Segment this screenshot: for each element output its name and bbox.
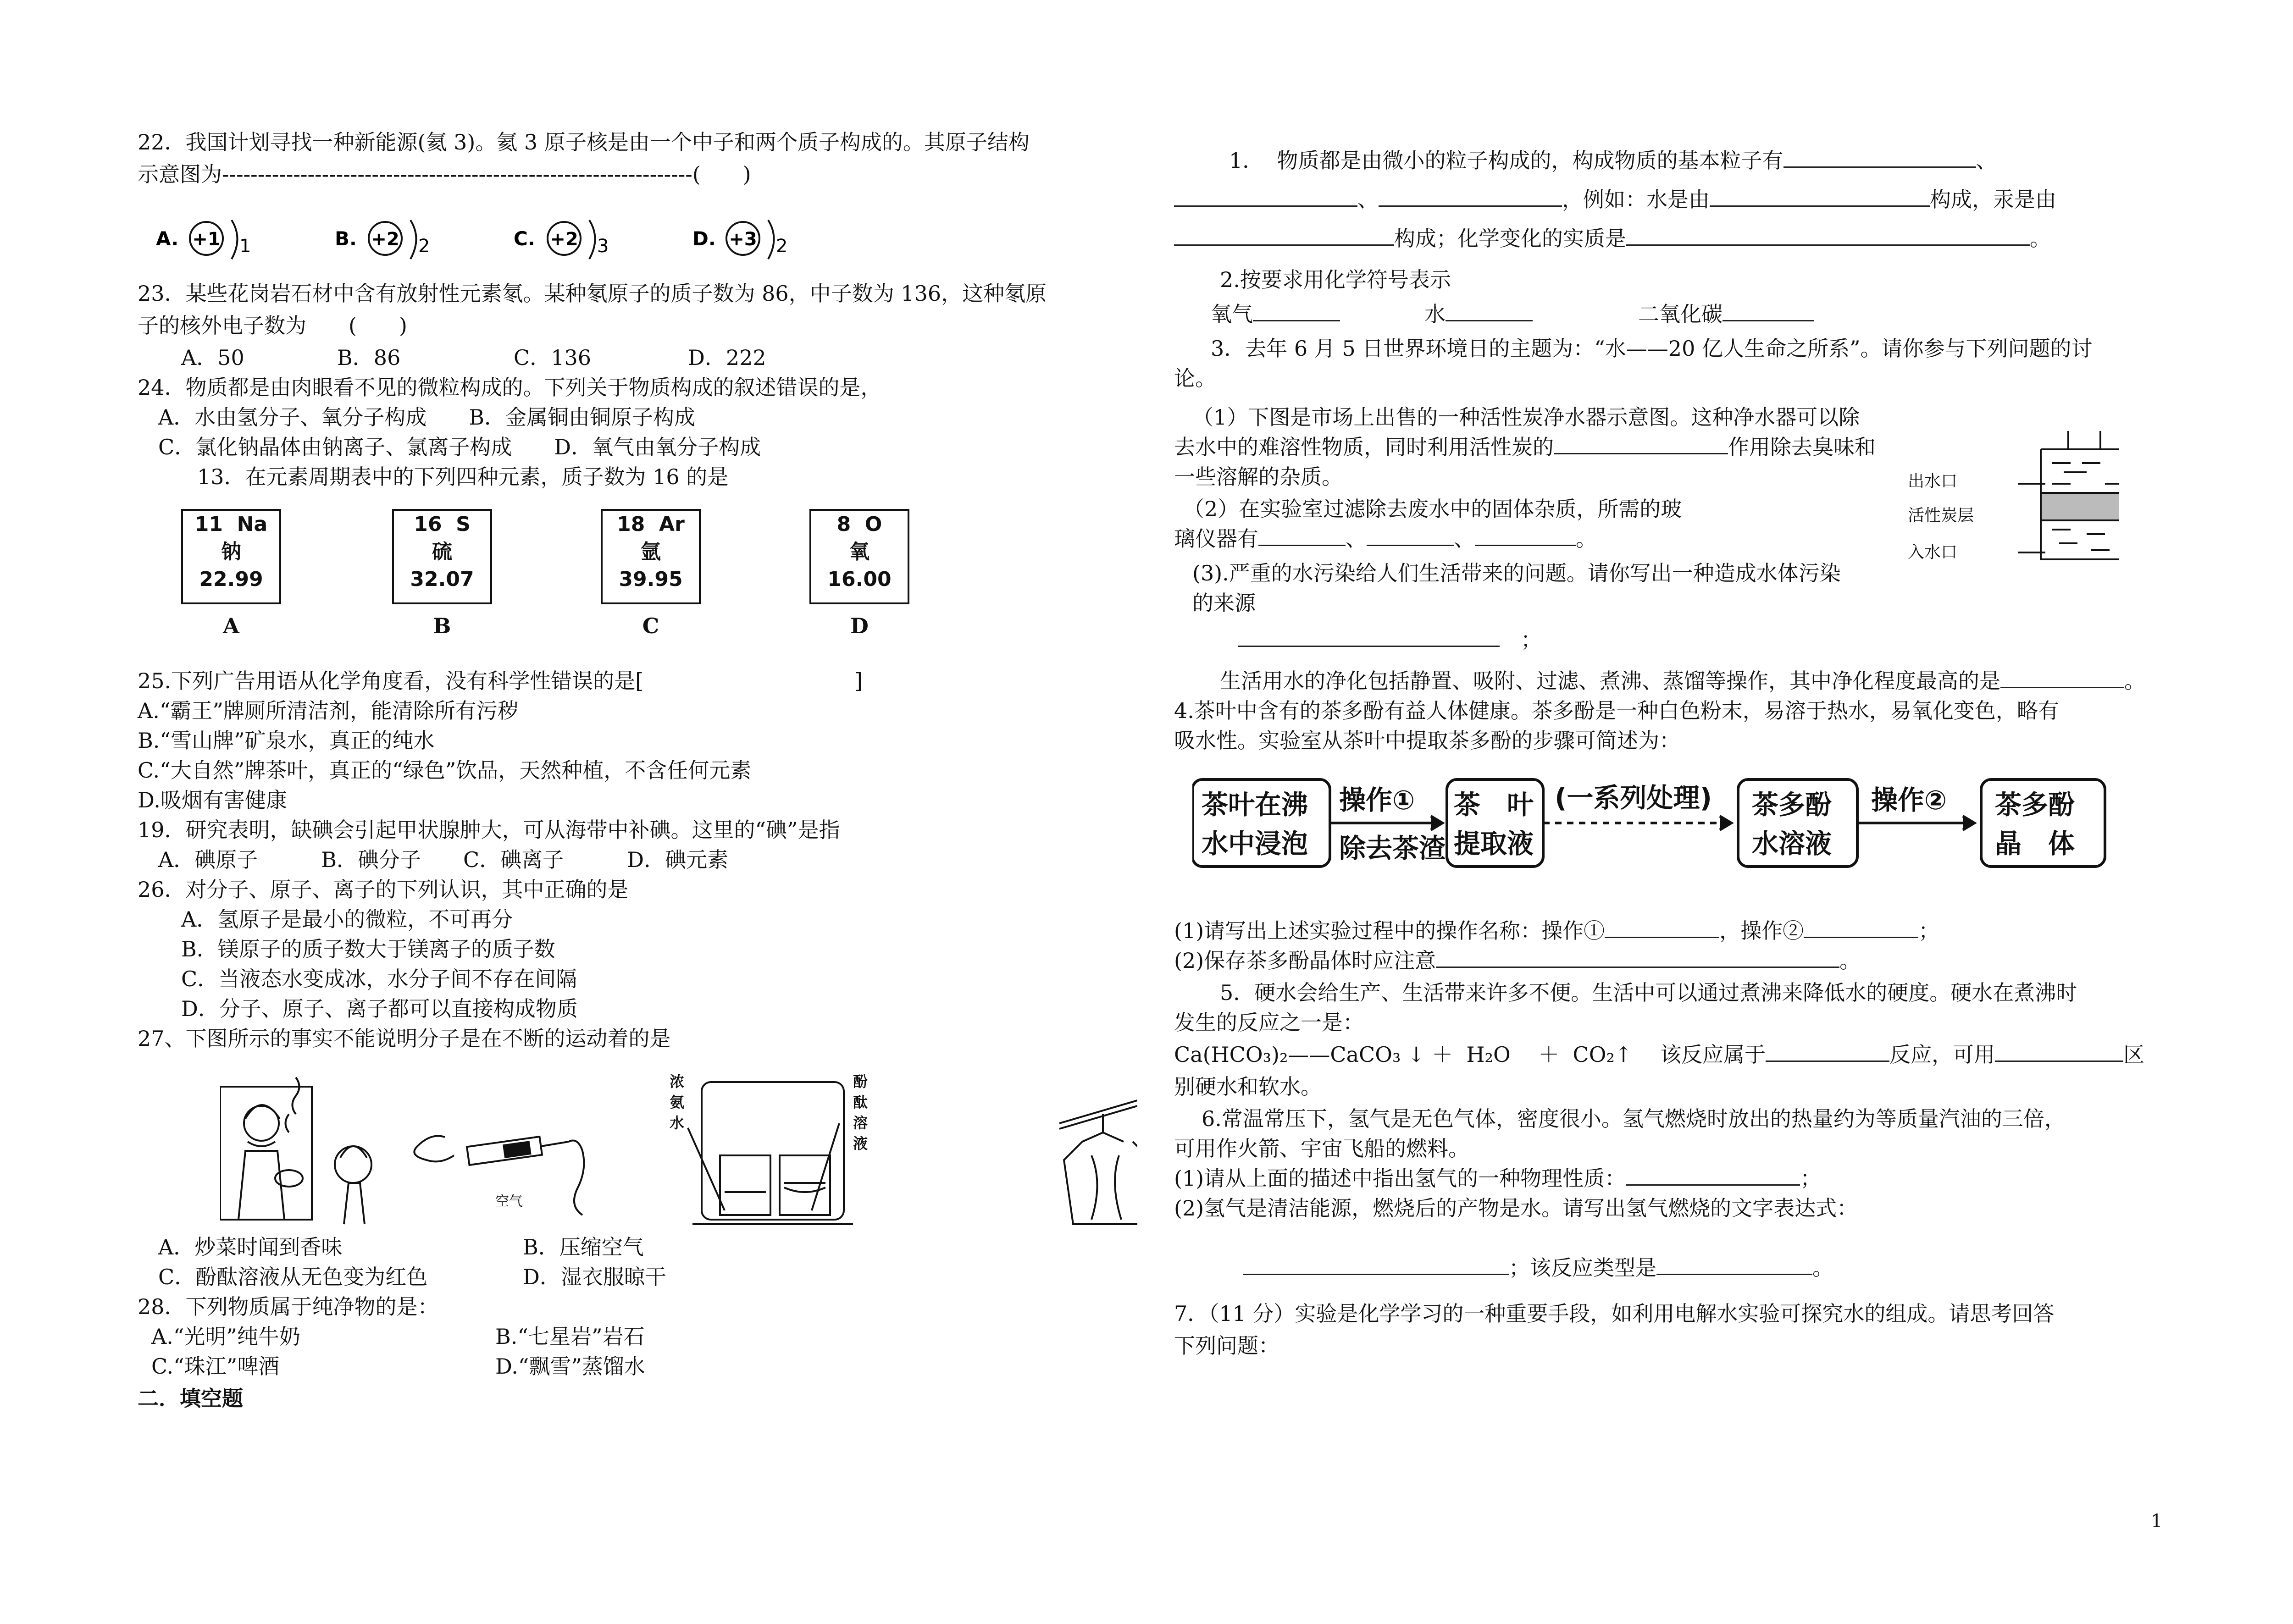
q19-options: A．碘原子 B．碘分子 C．碘离子 D．碘元素 xyxy=(158,847,729,872)
element-letter-d: D xyxy=(850,613,869,638)
element-letter-c: C xyxy=(642,613,659,638)
q24-options-cd: C．氯化钠晶体由钠离子、氯离子构成 D．氧气由氧分子构成 xyxy=(158,435,761,459)
atom-charge: +1 xyxy=(192,229,221,250)
q27-option-a: A．炒菜时闻到香味 xyxy=(158,1235,343,1259)
r3-blank-pollution[interactable] xyxy=(1238,627,1500,647)
atom-shell xyxy=(768,220,774,259)
r4-blank-op2[interactable] xyxy=(1804,918,1918,938)
atom-electrons: 2 xyxy=(776,236,788,257)
flow-box3-line1: 茶多酚 xyxy=(1752,789,1832,820)
r3-blank-glass-2[interactable] xyxy=(1367,526,1454,546)
q25-option-c: C.“大自然”牌茶叶，真正的“绿色”饮品，天然种植，不含任何元素 xyxy=(138,758,752,783)
q23-line1: 23．某些花岗岩石材中含有放射性元素氡。某种氡原子的质子数为 86，中子数为 136，这种氡原 xyxy=(138,281,1047,306)
q26-option-d: D．分子、原子、离子都可以直接构成物质 xyxy=(181,996,578,1021)
atom-electrons: 2 xyxy=(418,236,430,257)
flow-op1-sub: 除去茶渣 xyxy=(1339,833,1446,864)
q22-line1: 22．我国计划寻找一种新能源(氦 3)。氦 3 原子核是由一个中子和两个质子构成的。其原子结构 xyxy=(138,130,1030,155)
r1-blank-1[interactable] xyxy=(1783,148,1976,168)
q28-option-c: C.“珠江”啤酒 xyxy=(151,1354,280,1379)
element-card-b: 16 S 硫 32.07 xyxy=(392,509,492,604)
r4-blank-op1[interactable] xyxy=(1605,918,1719,938)
q23-line2: 子的核外电子数为 ( ) xyxy=(138,313,407,338)
r1-line1: 1． 物质都是由微小的粒子构成的，构成物质的基本粒子有 xyxy=(1229,148,1783,173)
q27-option-d: D．湿衣服晾干 xyxy=(523,1265,666,1289)
flow-box4-line2: 晶 体 xyxy=(1995,828,2075,859)
beaker-label-ammonia: 浓 氨 水 xyxy=(670,1073,685,1132)
q27-line: 27、下图所示的事实不能说明分子是在不断的运动着的是 xyxy=(138,1026,671,1051)
r5-blank-reaction[interactable] xyxy=(1766,1042,1889,1062)
atom-option-letter: D. xyxy=(692,227,716,250)
r6-q2: (2)氢气是清洁能源，燃烧后的产物是水。请写出氢气燃烧的文字表达式： xyxy=(1174,1196,1858,1221)
atom-charge: +2 xyxy=(550,229,578,250)
r7-line1: 7．（11 分）实验是化学学习的一种重要手段，如利用电解水实验可探究水的组成。请思考回答 xyxy=(1174,1301,2055,1326)
flow-op1: 操作① xyxy=(1339,784,1415,816)
r3-blank-glass-1[interactable] xyxy=(1258,526,1346,546)
flow-box3-line2: 水溶液 xyxy=(1752,828,1832,859)
r5-line1: 5．硬水会给生产、生活带来许多不便。生活中可以通过煮沸来降低水的硬度。硬水在煮沸时 xyxy=(1220,980,2077,1005)
flow-box2-line1: 茶 叶 xyxy=(1454,789,1534,820)
element-letter-b: B xyxy=(433,613,451,638)
q28-line: 28．下列物质属于纯净物的是： xyxy=(138,1294,439,1319)
r1-blank-2[interactable] xyxy=(1174,187,1357,207)
q24-line1: 24．物质都是由肉眼看不见的微粒构成的。下列关于物质构成的叙述错误的是， xyxy=(138,375,882,400)
atom-diagram-option-a xyxy=(156,220,251,259)
element-card-c: 18 Ar 氩 39.95 xyxy=(601,509,701,604)
filter-label-inlet: 入水口 xyxy=(1908,543,1958,562)
r4-line2: 吸水性。实验室从茶叶中提取茶多酚的步骤可简述为： xyxy=(1174,728,1680,753)
flow-op2: 操作② xyxy=(1871,784,1947,816)
r-blank-purify[interactable] xyxy=(2000,668,2124,688)
r3-part1-line1: （1）下图是市场上出售的一种活性炭净水器示意图。这种净水器可以除 xyxy=(1192,405,1860,430)
r2-blank-o2[interactable] xyxy=(1253,302,1340,321)
q25-option-b: B.“雪山牌”矿泉水，真正的纯水 xyxy=(138,728,435,753)
water-filter-diagram xyxy=(1954,426,2119,573)
r6-blank-equation[interactable] xyxy=(1243,1255,1509,1275)
r3-line1: 3．去年 6 月 5 日世界环境日的主题为：“水——20 亿人生命之所系”。请你参与下列问题的讨 xyxy=(1211,336,2093,361)
atom-charge: +2 xyxy=(371,229,399,250)
q23-option-a: A．50 xyxy=(181,345,244,370)
filter-label-outlet: 出水口 xyxy=(1908,472,1958,491)
q24-options-ab: A．水由氢分子、氧分子构成 B．金属铜由铜原子构成 xyxy=(158,405,696,430)
tea-polyphenol-flowchart xyxy=(1192,770,2110,880)
flow-box4-line1: 茶多酚 xyxy=(1995,789,2075,820)
atom-shell xyxy=(410,220,416,259)
filter-label-carbon: 活性炭层 xyxy=(1908,506,1974,525)
q23-option-d: D．222 xyxy=(688,345,766,370)
r1-blank-3[interactable] xyxy=(1379,187,1562,207)
r3-blank-carbon[interactable] xyxy=(1554,435,1728,454)
q23-option-c: C．136 xyxy=(514,345,591,370)
q27-option-b: B．压缩空气 xyxy=(523,1235,644,1259)
r3-blank-glass-3[interactable] xyxy=(1475,526,1576,546)
flow-box1-line1: 茶叶在沸 xyxy=(1202,789,1308,820)
q26-option-c: C．当液态水变成冰，水分子间不存在间隔 xyxy=(181,967,577,991)
q28-option-b: B.“七星岩”岩石 xyxy=(495,1324,645,1349)
atom-electrons: 3 xyxy=(597,236,609,257)
q25-line: 25.下列广告用语从化学角度看，没有科学性错误的是[ ] xyxy=(138,668,863,693)
element-cards xyxy=(181,509,1007,646)
atom-diagram-option-d xyxy=(692,220,787,259)
q27-option-c: C．酚酞溶液从无色变为红色 xyxy=(158,1265,428,1289)
atom-diagram-option-b xyxy=(335,220,430,259)
r6-blank-physical[interactable] xyxy=(1626,1166,1800,1186)
element-letter-a: A xyxy=(223,613,239,638)
atom-electrons: 1 xyxy=(239,236,251,257)
atom-shell xyxy=(589,220,595,259)
q25-option-a: A.“霸王”牌厕所清洁剂，能清除所有污秽 xyxy=(138,698,519,723)
r5-line4: 别硬水和软水。 xyxy=(1174,1074,1322,1099)
r3-part1-line3: 一些溶解的杂质。 xyxy=(1174,464,1343,489)
r3-part3-line2: 的来源 xyxy=(1192,591,1256,615)
q26-option-b: B．镁原子的质子数大于镁离子的质子数 xyxy=(181,937,555,961)
q26-line: 26．对分子、原子、离子的下列认识，其中正确的是 xyxy=(138,877,629,902)
q22-atom-diagrams xyxy=(156,211,844,261)
flow-box1-line2: 水中浸泡 xyxy=(1202,828,1308,859)
q25-option-d: D.吸烟有害健康 xyxy=(138,788,287,812)
r6-line1: 6.常温常压下，氢气是无色气体，密度很小。氢气燃烧时放出的热量约为等质量汽油的三倍， xyxy=(1202,1106,2066,1131)
r4-blank-storage[interactable] xyxy=(1436,948,1839,968)
cooking-illustration xyxy=(220,1077,371,1224)
q13-line: 13．在元素周期表中的下列四种元素，质子数为 16 的是 xyxy=(197,464,729,489)
atom-charge: +3 xyxy=(729,229,757,250)
atom-option-letter: B. xyxy=(335,227,357,250)
section-title-fill-in: 二．填空题 xyxy=(138,1386,243,1411)
beaker-experiment-illustration xyxy=(688,1082,853,1224)
r1-blank-4[interactable] xyxy=(1710,187,1930,207)
r2-line1: 2.按要求用化学符号表示 xyxy=(1220,267,1451,292)
atom-option-letter: C. xyxy=(514,227,535,250)
flow-series: (一系列处理) xyxy=(1555,782,1712,813)
r3-part3-line1: (3).严重的水污染给人们生活带来的问题。请你写出一种造成水体污染 xyxy=(1192,561,1841,586)
q28-option-d: D.“飘雪”蒸馏水 xyxy=(495,1354,645,1379)
r1-blank-5[interactable] xyxy=(1174,226,1394,246)
r4-line1: 4.茶叶中含有的茶多酚有益人体健康。茶多酚是一种白色粉末，易溶于热水，易氧化变色，略有 xyxy=(1174,698,2059,723)
r3-line2: 论。 xyxy=(1174,366,1216,391)
atom-option-letter: A. xyxy=(156,227,179,250)
r5-line2: 发生的反应之一是： xyxy=(1174,1010,1364,1035)
drying-clothes-illustration xyxy=(1059,1100,1137,1224)
atom-diagram-option-c xyxy=(514,220,609,259)
page-number: 1 xyxy=(2151,1511,2163,1532)
q19-line: 19．研究表明，缺碘会引起甲状腺肿大，可从海带中补碘。这里的“碘”是指 xyxy=(138,818,840,842)
r6-line2: 可用作火箭、宇宙飞船的燃料。 xyxy=(1174,1136,1469,1161)
r7-line2: 下列问题： xyxy=(1174,1333,1279,1358)
q28-option-a: A.“光明”纯牛奶 xyxy=(151,1324,300,1349)
q27-illustrations xyxy=(220,1073,1137,1247)
r1-blank-6[interactable] xyxy=(1626,226,2030,246)
q23-option-b: B．86 xyxy=(337,345,401,370)
q22-line2: 示意图为------------------------------------------------------------------( ) xyxy=(138,162,751,187)
r6-blank-type[interactable] xyxy=(1656,1255,1812,1275)
element-card-d: 8 O 氧 16.00 xyxy=(809,509,909,604)
r2-blank-water[interactable] xyxy=(1446,302,1533,321)
r5-blank-method[interactable] xyxy=(1995,1042,2123,1062)
flow-box2-line2: 提取液 xyxy=(1454,828,1534,859)
beaker-label-phenolphthalein: 酚 酞 溶 液 xyxy=(853,1073,868,1152)
element-card-a: 11 Na 钠 22.99 xyxy=(181,509,281,604)
syringe-label-air: 空气 xyxy=(495,1193,523,1210)
r2-blank-co2[interactable] xyxy=(1723,302,1814,321)
atom-shell xyxy=(232,220,238,259)
q26-option-a: A．氢原子是最小的微粒，不可再分 xyxy=(181,907,513,932)
r3-part2-line1: （2）在实验室过滤除去废水中的固体杂质，所需的玻 xyxy=(1183,497,1682,521)
